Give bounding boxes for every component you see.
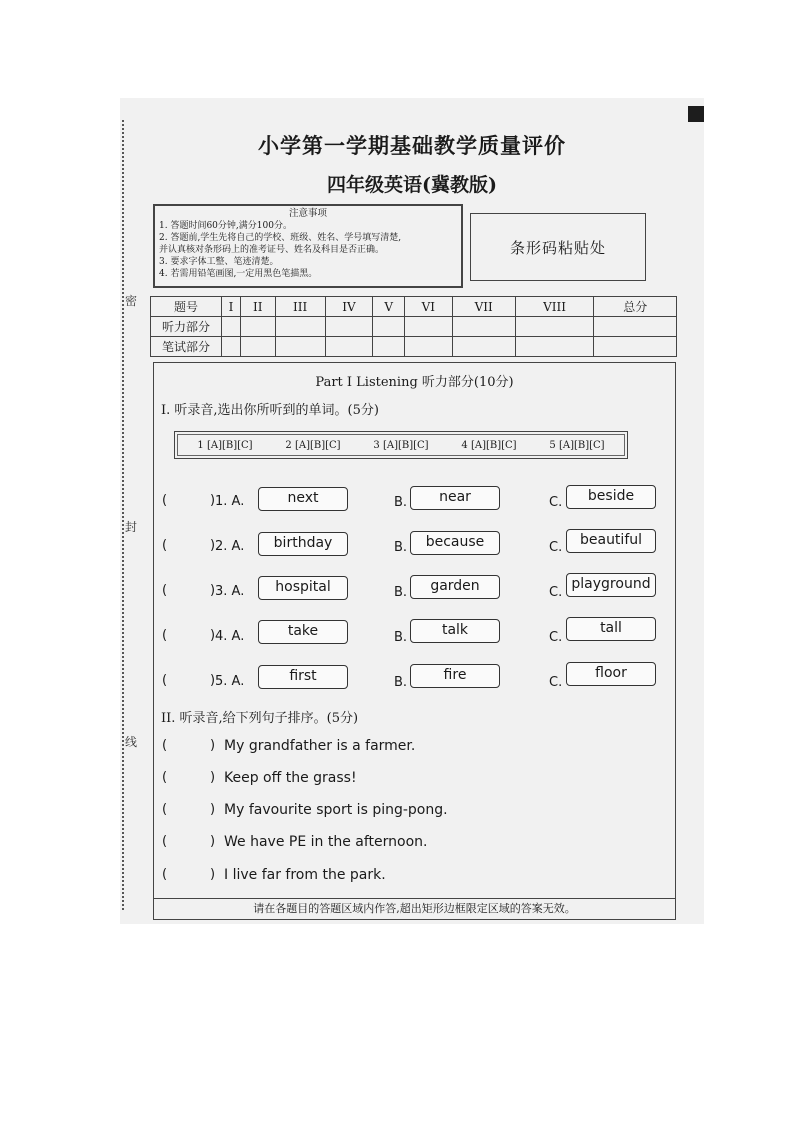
sentence-text: We have PE in the afternoon. bbox=[224, 834, 428, 850]
score-header-row bbox=[151, 297, 677, 317]
score-cell[interactable] bbox=[240, 337, 275, 357]
question-row bbox=[162, 530, 672, 560]
score-table bbox=[150, 296, 677, 357]
answer-choice[interactable]: 5 [A][B][C] bbox=[549, 439, 605, 451]
option-b-label: B. bbox=[394, 630, 408, 645]
answer-paren-open[interactable]: ( bbox=[162, 738, 168, 753]
corner-mark bbox=[688, 106, 704, 122]
question-number: 2. A. bbox=[215, 539, 245, 554]
score-cell[interactable] bbox=[222, 317, 241, 337]
score-header-cell: I bbox=[222, 297, 241, 317]
answer-paren-open[interactable]: ( bbox=[162, 583, 168, 598]
question-row bbox=[162, 485, 672, 515]
notice-box bbox=[153, 204, 463, 288]
option-c-label: C. bbox=[549, 675, 563, 690]
section1-heading: I. 听录音,选出你所听到的单词。(5分) bbox=[161, 403, 379, 418]
answer-paren-open[interactable]: ( bbox=[162, 628, 168, 643]
answer-paren-open[interactable]: ( bbox=[162, 493, 168, 508]
answer-choice[interactable]: 3 [A][B][C] bbox=[373, 439, 429, 451]
sentence-text: My grandfather is a farmer. bbox=[224, 738, 416, 754]
score-cell[interactable] bbox=[452, 317, 515, 337]
option-b-word: near bbox=[410, 486, 500, 510]
answer-sheet bbox=[174, 431, 628, 459]
score-cell[interactable] bbox=[594, 337, 677, 357]
sentence-text: I live far from the park. bbox=[224, 867, 386, 883]
option-b-word: talk bbox=[410, 619, 500, 643]
score-header-cell: IV bbox=[325, 297, 372, 317]
option-a-word: birthday bbox=[258, 532, 348, 556]
score-header-cell: 题号 bbox=[151, 297, 222, 317]
score-cell[interactable] bbox=[452, 337, 515, 357]
option-b-label: B. bbox=[394, 675, 408, 690]
question-number: 3. A. bbox=[215, 584, 245, 599]
option-c-label: C. bbox=[549, 495, 563, 510]
option-c-label: C. bbox=[549, 630, 563, 645]
option-b-label: B. bbox=[394, 585, 408, 600]
footer-note: 请在各题目的答题区域内作答,超出矩形边框限定区域的答案无效。 bbox=[154, 898, 675, 919]
notice-item: 2. 答题前,学生先将自己的学校、班级、姓名、学号填写清楚, bbox=[159, 233, 402, 243]
answer-paren-close: ) bbox=[210, 493, 216, 508]
option-b-label: B. bbox=[394, 540, 408, 555]
score-cell[interactable] bbox=[325, 317, 372, 337]
question-row bbox=[162, 665, 672, 695]
exam-title: 小学第一学期基础教学质量评价 bbox=[258, 133, 566, 158]
exam-subtitle: 四年级英语(冀教版) bbox=[327, 174, 497, 196]
question-row bbox=[162, 575, 672, 605]
option-b-word: because bbox=[410, 531, 500, 555]
side-mark-mi: 密 bbox=[124, 294, 137, 308]
score-cell[interactable] bbox=[515, 317, 594, 337]
score-cell[interactable] bbox=[275, 337, 325, 357]
score-cell[interactable] bbox=[240, 317, 275, 337]
answer-paren-open[interactable]: ( bbox=[162, 770, 168, 785]
question-number: 4. A. bbox=[215, 629, 245, 644]
answer-paren-close: ) bbox=[210, 538, 216, 553]
option-b-word: fire bbox=[410, 664, 500, 688]
option-a-word: next bbox=[258, 487, 348, 511]
answer-choice[interactable]: 2 [A][B][C] bbox=[285, 439, 341, 451]
answer-paren-open[interactable]: ( bbox=[162, 834, 168, 849]
option-c-word: playground bbox=[566, 573, 656, 597]
score-cell[interactable] bbox=[515, 337, 594, 357]
score-cell[interactable] bbox=[325, 337, 372, 357]
score-header-cell: III bbox=[275, 297, 325, 317]
notice-item: 3. 要求字体工整、笔迹清楚。 bbox=[159, 257, 279, 267]
answer-paren-close: ) bbox=[210, 673, 216, 688]
score-cell[interactable] bbox=[222, 337, 241, 357]
side-mark-xian: 线 bbox=[124, 735, 137, 749]
answer-paren-close: ) bbox=[210, 738, 216, 753]
notice-item: 1. 答题时间60分钟,满分100分。 bbox=[159, 221, 292, 231]
option-c-word: beside bbox=[566, 485, 656, 509]
option-c-label: C. bbox=[549, 585, 563, 600]
score-header-cell: VIII bbox=[515, 297, 594, 317]
score-row-label: 听力部分 bbox=[151, 317, 222, 337]
option-c-word: beautiful bbox=[566, 529, 656, 553]
score-row-listening bbox=[151, 317, 677, 337]
answer-paren-open[interactable]: ( bbox=[162, 673, 168, 688]
answer-paren-close: ) bbox=[210, 867, 216, 882]
option-c-word: tall bbox=[566, 617, 656, 641]
score-header-cell: V bbox=[373, 297, 405, 317]
barcode-area: 条形码粘贴处 bbox=[470, 213, 646, 281]
answer-paren-open[interactable]: ( bbox=[162, 867, 168, 882]
score-cell[interactable] bbox=[405, 337, 452, 357]
binding-dotted-line bbox=[122, 120, 124, 910]
answer-paren-open[interactable]: ( bbox=[162, 802, 168, 817]
option-a-word: take bbox=[258, 620, 348, 644]
notice-item: 并认真核对条形码上的准考证号、姓名及科目是否正确。 bbox=[159, 245, 385, 255]
score-cell[interactable] bbox=[275, 317, 325, 337]
option-c-word: floor bbox=[566, 662, 656, 686]
score-header-cell: VI bbox=[405, 297, 452, 317]
answer-choice[interactable]: 4 [A][B][C] bbox=[461, 439, 517, 451]
answer-paren-close: ) bbox=[210, 834, 216, 849]
option-a-word: hospital bbox=[258, 576, 348, 600]
sentence-text: Keep off the grass! bbox=[224, 770, 357, 786]
question-row bbox=[162, 620, 672, 650]
answer-paren-open[interactable]: ( bbox=[162, 538, 168, 553]
score-header-cell: 总分 bbox=[594, 297, 677, 317]
notice-title: 注意事项 bbox=[288, 208, 327, 219]
score-cell[interactable] bbox=[405, 317, 452, 337]
option-b-label: B. bbox=[394, 495, 408, 510]
option-b-word: garden bbox=[410, 575, 500, 599]
sentence-text: My favourite sport is ping-pong. bbox=[224, 802, 448, 818]
score-header-cell: VII bbox=[452, 297, 515, 317]
question-number: 1. A. bbox=[215, 494, 245, 509]
score-row-label: 笔试部分 bbox=[151, 337, 222, 357]
notice-item: 4. 若需用铅笔画图,一定用黑色笔描黑。 bbox=[159, 269, 318, 279]
score-header-cell: II bbox=[240, 297, 275, 317]
score-cell[interactable] bbox=[373, 317, 405, 337]
answer-sheet-inner-border bbox=[177, 434, 625, 456]
score-cell[interactable] bbox=[594, 317, 677, 337]
section2-heading: II. 听录音,给下列句子排序。(5分) bbox=[161, 711, 359, 726]
answer-paren-close: ) bbox=[210, 628, 216, 643]
answer-choice[interactable]: 1 [A][B][C] bbox=[197, 439, 253, 451]
part1-box bbox=[153, 362, 676, 920]
answer-paren-close: ) bbox=[210, 583, 216, 598]
part1-title: Part I Listening 听力部分(10分) bbox=[315, 375, 514, 390]
option-a-word: first bbox=[258, 665, 348, 689]
answer-paren-close: ) bbox=[210, 802, 216, 817]
option-c-label: C. bbox=[549, 540, 563, 555]
side-mark-feng: 封 bbox=[124, 520, 137, 534]
score-cell[interactable] bbox=[373, 337, 405, 357]
score-row-written bbox=[151, 337, 677, 357]
question-number: 5. A. bbox=[215, 674, 245, 689]
answer-paren-close: ) bbox=[210, 770, 216, 785]
